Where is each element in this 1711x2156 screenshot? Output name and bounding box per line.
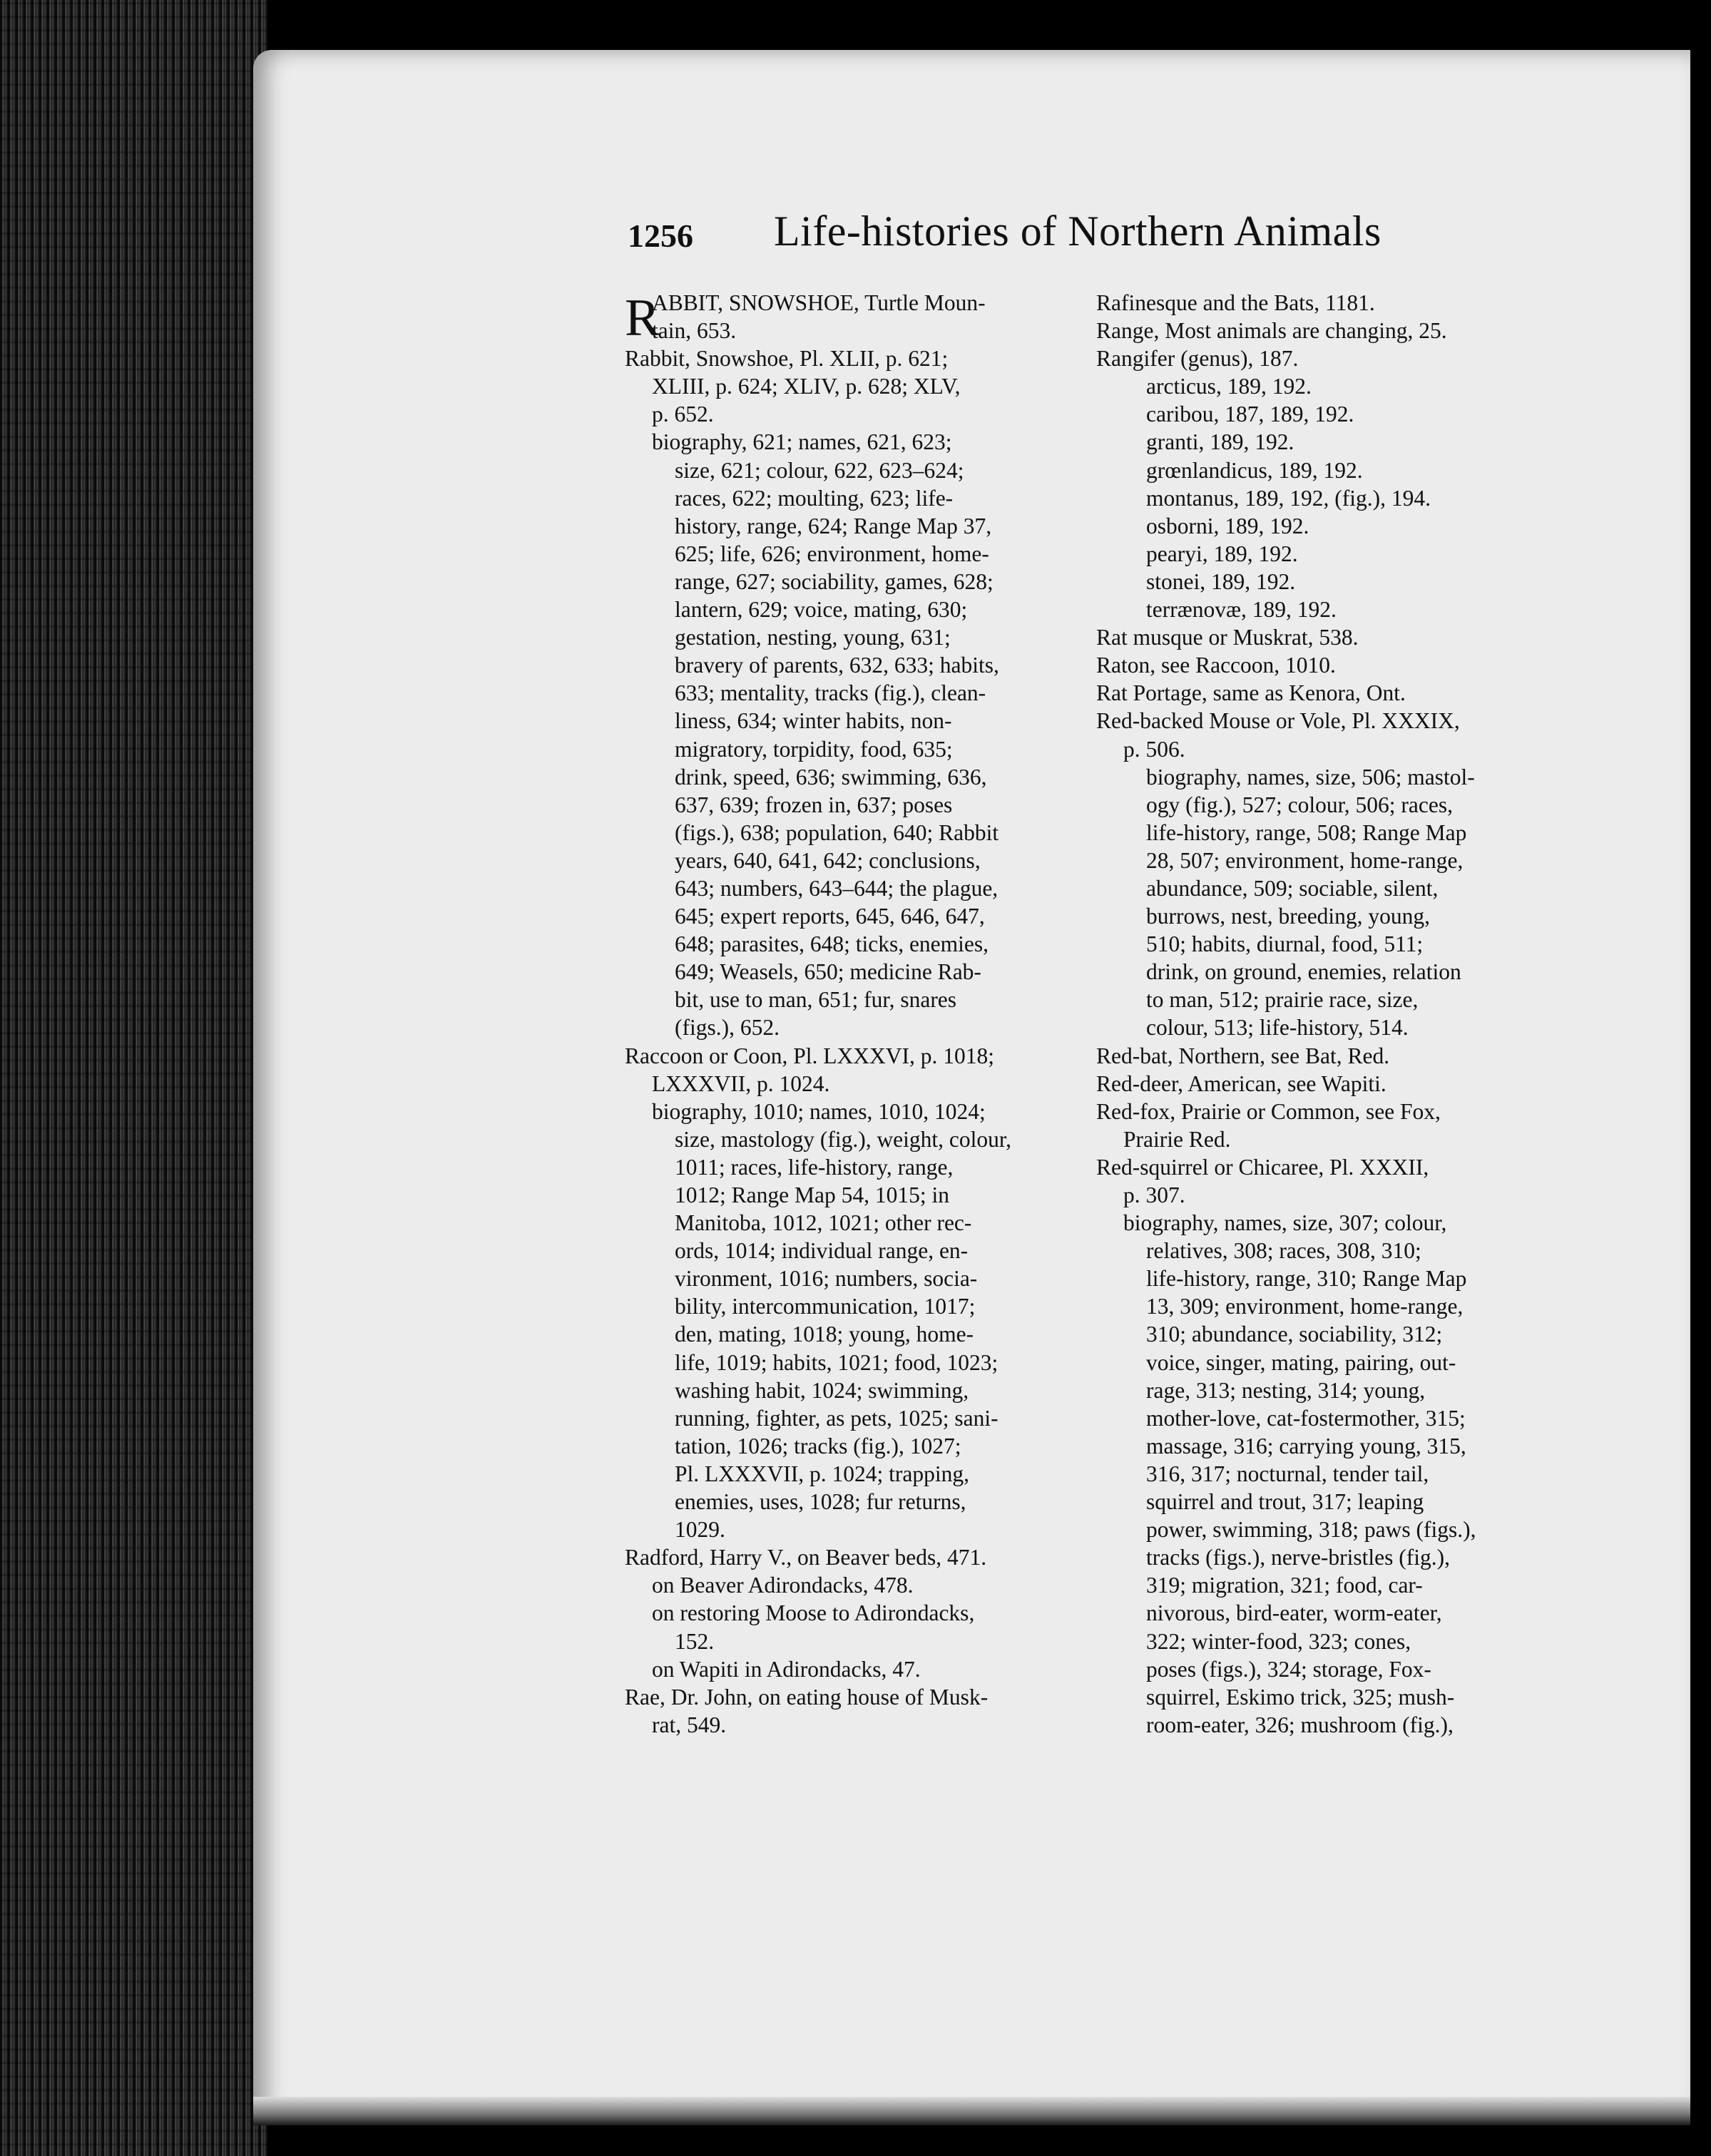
index-line: Rat Portage, same as Kenora, Ont. [1096, 680, 1406, 706]
index-line: 316, 317; nocturnal, tender tail, [1146, 1461, 1429, 1486]
index-line: arcticus, 189, 192. [1146, 374, 1312, 399]
drop-cap: R [625, 289, 660, 347]
book-page-edges [0, 0, 267, 2156]
index-line: squirrel and trout, 317; leaping [1146, 1489, 1424, 1515]
index-line: Red-squirrel or Chicaree, Pl. XXXII, [1096, 1154, 1429, 1180]
index-line: 510; habits, diurnal, food, 511; [1146, 931, 1424, 957]
index-column-right [1096, 289, 1542, 1739]
index-line: (figs.), 652. [675, 1015, 780, 1041]
index-line: (figs.), 638; population, 640; Rabbit [675, 819, 999, 845]
index-line: biography, names, size, 506; mastol- [1146, 764, 1475, 790]
index-line: life, 1019; habits, 1021; food, 1023; [675, 1349, 998, 1375]
index-line: burrows, nest, breeding, young, [1146, 904, 1431, 929]
index-line: life-history, range, 310; Range Map [1146, 1266, 1467, 1292]
index-line: caribou, 187, 189, 192. [1146, 402, 1354, 427]
index-line: biography, 621; names, 621, 623; [652, 429, 952, 455]
index-line: tain, 653. [652, 318, 737, 344]
index-line: drink, on ground, enemies, relation [1146, 959, 1461, 985]
index-line: 643; numbers, 643–644; the plague, [675, 875, 998, 901]
index-line: osborni, 189, 192. [1146, 513, 1309, 538]
index-line: 1012; Range Map 54, 1015; in [675, 1182, 949, 1207]
index-line: size, mastology (fig.), weight, colour, [675, 1126, 1012, 1152]
index-line: voice, singer, mating, pairing, out- [1146, 1349, 1456, 1375]
index-line: biography, names, size, 307; colour, [1123, 1210, 1447, 1236]
index-line: Prairie Red. [1123, 1126, 1231, 1152]
index-line: LXXXVII, p. 1024. [652, 1071, 830, 1096]
index-line: relatives, 308; races, 308, 310; [1146, 1238, 1421, 1264]
index-line: massage, 316; carrying young, 315, [1146, 1433, 1466, 1458]
index-line: colour, 513; life-history, 514. [1146, 1015, 1409, 1041]
index-line: 319; migration, 321; food, car- [1146, 1573, 1423, 1598]
index-line: Raccoon or Coon, Pl. LXXXVI, p. 1018; [625, 1043, 994, 1068]
index-line: Rafinesque and the Bats, 1181. [1096, 290, 1375, 315]
index-line: life-history, range, 508; Range Map [1146, 819, 1467, 845]
index-line: squirrel, Eskimo trick, 325; mush- [1146, 1684, 1455, 1710]
running-title: Life-histories of Northern Animals [774, 208, 1381, 255]
index-line: pearyi, 189, 192. [1146, 541, 1298, 566]
index-line: bility, intercommunication, 1017; [675, 1294, 976, 1319]
index-line: poses (figs.), 324; storage, Fox- [1146, 1656, 1431, 1682]
index-line: running, fighter, as pets, 1025; sani- [675, 1405, 998, 1431]
index-line: size, 621; colour, 622, 623–624; [675, 457, 964, 483]
index-line: power, swimming, 318; paws (figs.), [1146, 1517, 1476, 1543]
index-line: migratory, torpidity, food, 635; [675, 736, 953, 762]
index-line: range, 627; sociability, games, 628; [675, 568, 994, 594]
index-line: lantern, 629; voice, mating, 630; [675, 597, 968, 623]
index-line: Rabbit, Snowshoe, Pl. XLII, p. 621; [625, 346, 949, 372]
page-bottom-edge [253, 2097, 1690, 2125]
index-line: history, range, 624; Range Map 37, [675, 513, 992, 538]
index-line: XLIII, p. 624; XLIV, p. 628; XLV, [652, 374, 961, 399]
index-line: tracks (figs.), nerve-bristles (fig.), [1146, 1545, 1450, 1570]
index-line: 1011; races, life-history, range, [675, 1154, 954, 1180]
index-line: bravery of parents, 632, 633; habits, [675, 653, 999, 678]
index-line: drink, speed, 636; swimming, 636, [675, 764, 987, 790]
index-line: 648; parasites, 648; ticks, enemies, [675, 931, 989, 957]
index-line: races, 622; moulting, 623; life- [675, 485, 954, 511]
index-line: Pl. LXXXVII, p. 1024; trapping, [675, 1461, 969, 1486]
index-line: 649; Weasels, 650; medicine Rab- [675, 959, 981, 985]
index-line: Red-bat, Northern, see Bat, Red. [1096, 1043, 1390, 1068]
index-line: Manitoba, 1012, 1021; other rec- [675, 1210, 972, 1236]
index-line: years, 640, 641, 642; conclusions, [675, 847, 981, 873]
index-line: Rangifer (genus), 187. [1096, 346, 1299, 372]
index-line: 625; life, 626; environment, home- [675, 541, 989, 566]
index-line: Rae, Dr. John, on eating house of Musk- [625, 1684, 989, 1710]
index-line: grœnlandicus, 189, 192. [1146, 457, 1363, 483]
index-line: tation, 1026; tracks (fig.), 1027; [675, 1433, 961, 1458]
index-line: Radford, Harry V., on Beaver beds, 471. [625, 1545, 987, 1570]
index-line: ABBIT, SNOWSHOE, Turtle Moun- [652, 290, 986, 315]
index-line: 637, 639; frozen in, 637; poses [675, 792, 953, 817]
index-line: stonei, 189, 192. [1146, 568, 1296, 594]
index-line: 322; winter-food, 323; cones, [1146, 1628, 1411, 1654]
index-line: to man, 512; prairie race, size, [1146, 987, 1419, 1013]
index-line: rat, 549. [652, 1712, 727, 1737]
index-line: 13, 309; environment, home-range, [1146, 1294, 1464, 1319]
index-line: room-eater, 326; mushroom (fig.), [1146, 1712, 1454, 1737]
index-line: abundance, 509; sociable, silent, [1146, 875, 1439, 901]
index-line: 645; expert reports, 645, 646, 647, [675, 904, 985, 929]
index-column-left [625, 289, 1071, 1739]
index-line: granti, 189, 192. [1146, 429, 1294, 455]
index-line: bit, use to man, 651; fur, snares [675, 987, 957, 1013]
index-line: den, mating, 1018; young, home- [675, 1322, 974, 1347]
index-line: 310; abundance, sociability, 312; [1146, 1322, 1443, 1347]
index-line: gestation, nesting, young, 631; [675, 625, 951, 650]
index-line: rage, 313; nesting, 314; young, [1146, 1377, 1426, 1403]
index-line: p. 652. [652, 402, 714, 427]
index-line: liness, 634; winter habits, non- [675, 708, 952, 734]
index-line: ogy (fig.), 527; colour, 506; races, [1146, 792, 1454, 817]
index-line: 152. [675, 1628, 715, 1654]
index-line: Rat musque or Muskrat, 538. [1096, 625, 1359, 650]
index-line: on restoring Moose to Adirondacks, [652, 1600, 975, 1626]
index-line: Red-deer, American, see Wapiti. [1096, 1071, 1386, 1096]
index-line: vironment, 1016; numbers, socia- [675, 1266, 978, 1292]
index-line: on Wapiti in Adirondacks, 47. [652, 1656, 921, 1682]
index-line: Red-backed Mouse or Vole, Pl. XXXIX, [1096, 708, 1460, 734]
index-line: washing habit, 1024; swimming, [675, 1377, 969, 1403]
index-line: ords, 1014; individual range, en- [675, 1238, 969, 1264]
page-number: 1256 [628, 218, 693, 254]
index-line: terrænovæ, 189, 192. [1146, 597, 1337, 623]
index-line: montanus, 189, 192, (fig.), 194. [1146, 485, 1431, 511]
running-header [628, 207, 1441, 264]
index-line: Range, Most animals are changing, 25. [1096, 318, 1447, 344]
index-line: biography, 1010; names, 1010, 1024; [652, 1098, 986, 1124]
index-line: enemies, uses, 1028; fur returns, [675, 1489, 966, 1515]
index-line: p. 506. [1123, 736, 1185, 762]
index-line: 28, 507; environment, home-range, [1146, 847, 1464, 873]
index-line: Raton, see Raccoon, 1010. [1096, 653, 1336, 678]
index-line: nivorous, bird-eater, worm-eater, [1146, 1600, 1442, 1626]
index-line: mother-love, cat-fostermother, 315; [1146, 1405, 1466, 1431]
index-line: on Beaver Adirondacks, 478. [652, 1573, 914, 1598]
index-line: p. 307. [1123, 1182, 1185, 1207]
index-line: 633; mentality, tracks (fig.), clean- [675, 680, 986, 706]
index-line: Red-fox, Prairie or Common, see Fox, [1096, 1098, 1441, 1124]
index-line: 1029. [675, 1517, 725, 1543]
